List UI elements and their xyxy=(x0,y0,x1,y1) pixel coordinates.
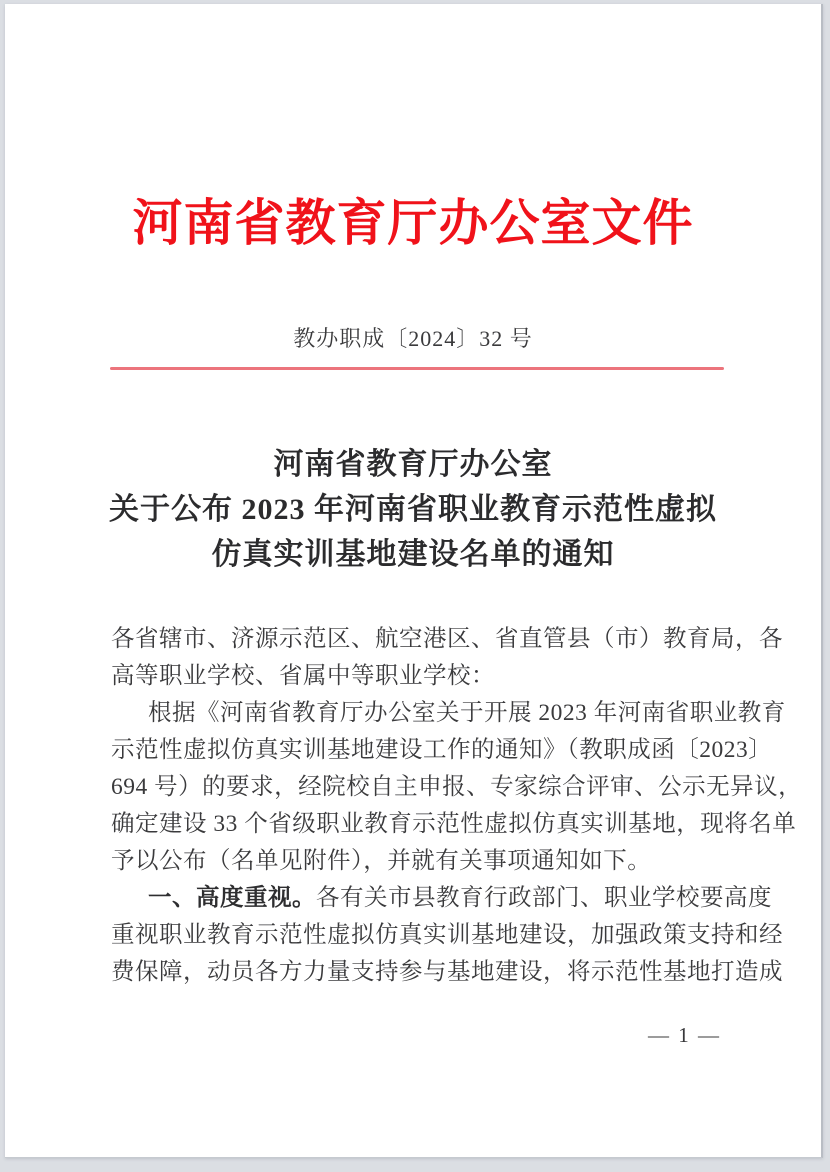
paragraph-1-line: 予以公布（名单见附件），并就有关事项通知如下。 xyxy=(111,848,652,874)
red-divider-line xyxy=(110,367,724,370)
paragraph-1-line: 示范性虚拟仿真实训基地建设工作的通知》（教职成函〔2023〕 xyxy=(111,737,773,763)
document-title-line-2: 关于公布 2023 年河南省职业教育示范性虚拟 xyxy=(109,493,717,526)
paragraph-2-line xyxy=(111,880,772,917)
document-body xyxy=(111,621,803,991)
paragraph-2-bold-lead: 一、高度重视。 xyxy=(148,885,316,911)
document-title xyxy=(5,442,821,577)
paragraph-1-line: 确定建设 33 个省级职业教育示范性虚拟仿真实训基地，现将名单 xyxy=(111,811,797,837)
document-title-line-1: 河南省教育厅办公室 xyxy=(273,448,553,481)
paragraph-1-line: 694 号）的要求，经院校自主申报、专家综合评审、公示无异议， xyxy=(111,774,803,800)
paragraph-1-line: 根据《河南省教育厅办公室关于开展 2023 年河南省职业教育 xyxy=(148,700,786,726)
document-page xyxy=(5,4,823,1158)
paragraph-2-line: 费保障，动员各方力量支持参与基地建设，将示范性基地打造成 xyxy=(111,959,783,985)
paragraph-2-line: 重视职业教育示范性虚拟仿真实训基地建设，加强政策支持和经 xyxy=(111,922,783,948)
paragraph-2-line-text: 各有关市县教育行政部门、职业学校要高度 xyxy=(316,885,772,911)
salutation-line: 各省辖市、济源示范区、航空港区、省直管县（市）教育局，各 xyxy=(111,626,783,652)
salutation-line: 高等职业学校、省属中等职业学校： xyxy=(111,663,495,689)
page-number: — 1 — xyxy=(648,1023,721,1047)
document-title-line-3: 仿真实训基地建设名单的通知 xyxy=(211,538,615,571)
agency-letterhead: 河南省教育厅办公室文件 xyxy=(132,195,694,251)
document-number: 教办职成〔2024〕32 号 xyxy=(293,326,533,351)
